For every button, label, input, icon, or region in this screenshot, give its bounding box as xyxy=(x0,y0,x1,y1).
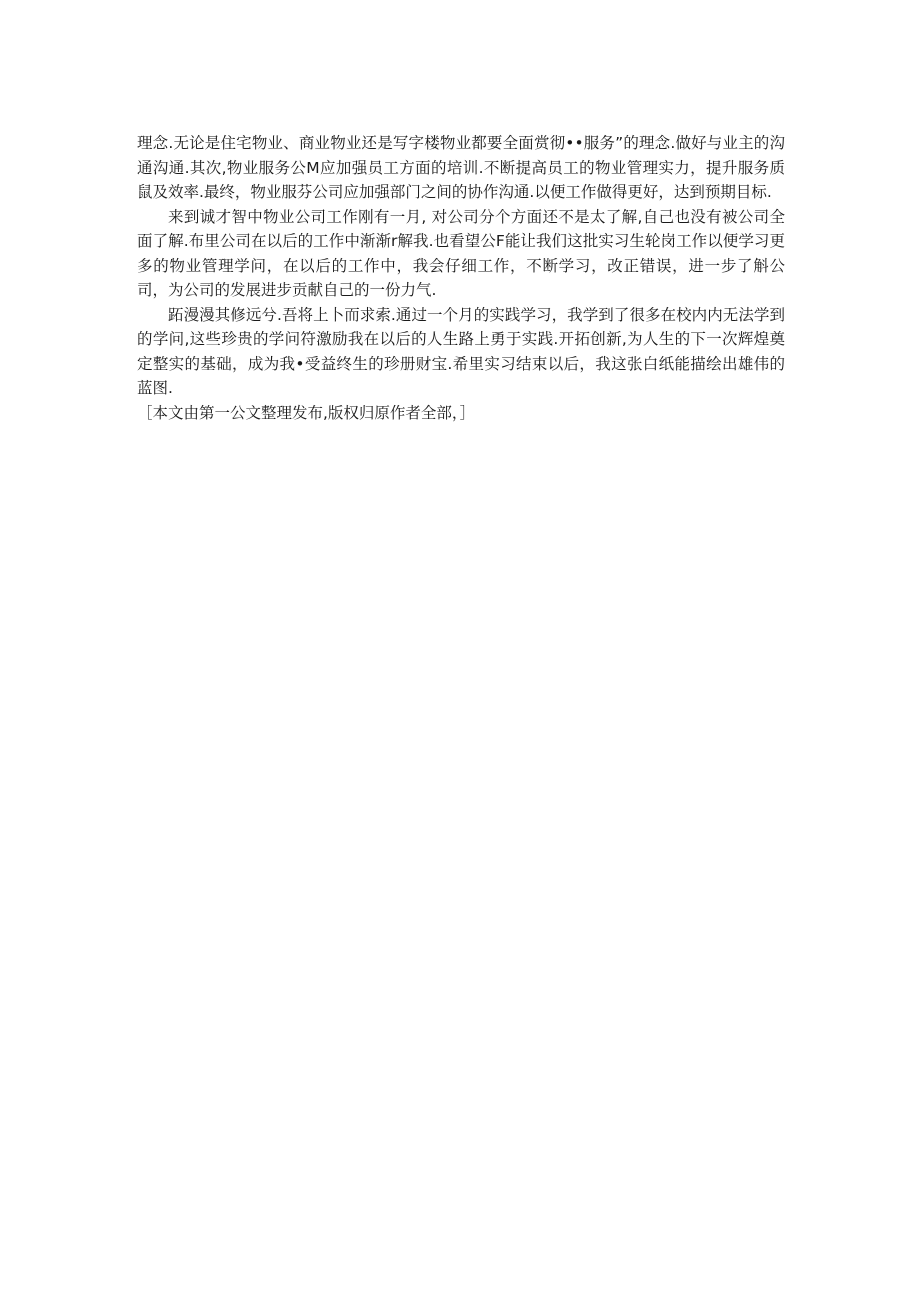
document-body xyxy=(137,131,785,425)
paragraph-continuation: 理念.无论是住宅物业、商业物业还是写字楼物业都要全面赏彻••服务”的理念.做好与业主的沟通沟通.其次,物业服务公M应加强员工方面的培训.不断提高员工的物业管理实力，提升服务质鼠及效率.最终，物业服芬公司应加强部门之间的协作沟通.以便工作做得更好，达到预期目标. xyxy=(137,134,785,201)
paragraph-conclusion: 跖漫漫其修远兮.吾将上卜而求索.通过一个月的实践学习，我学到了很多在校内内无法学到的学问,这些珍贵的学问符激励我在以后的人生路上勇于实践.开拓创新,为人生的下一次辉煌奠定整实的基础，成为我•受益终生的珍册财宝.希里实习结束以后，我这张白纸能描绘出雄伟的蓝图. xyxy=(137,305,785,397)
source-note: ［本文由第一公文整理发布,版权归原作者全部，］ xyxy=(137,403,476,422)
paragraph-internship-experience: 来到诚才智中物业公司工作刚有一月, 对公司分个方面还不是太了解,自己也没有被公司全面了解.布里公司在以后的工作中渐渐r解我.也看望公F能让我们这批实习生轮岗工作以便学习更多的物业管理学问，在以后的工作中，我会仔细工作，不断学习，改正错误，进一步了斛公司，为公司的发展进步贡献自己的一份力气. xyxy=(137,207,785,299)
